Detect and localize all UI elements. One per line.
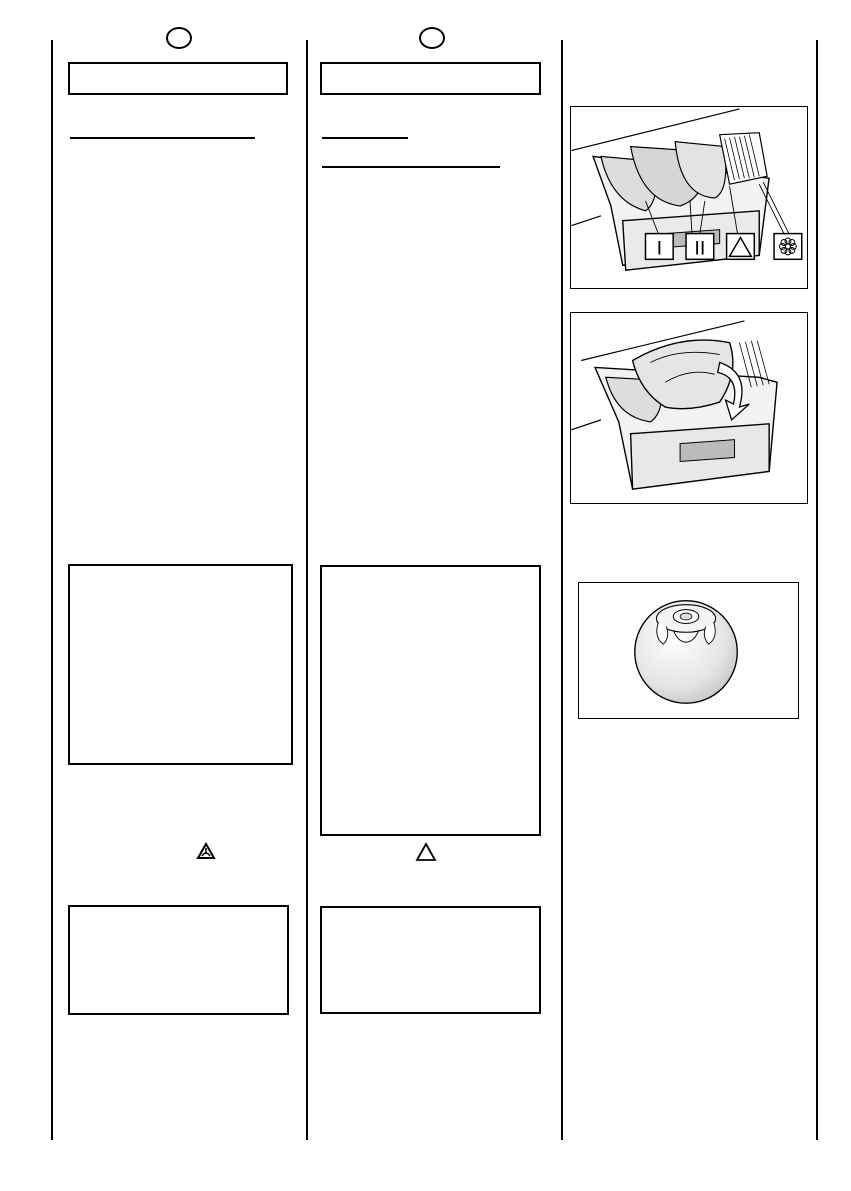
bleach-triangle-icon	[196, 842, 216, 860]
subheading-underline-middle-2	[322, 166, 500, 168]
figure-dosing-ball	[578, 582, 799, 719]
detergent-drawer-illustration	[571, 107, 807, 288]
drawer-insert-illustration	[571, 313, 807, 503]
section-header-box-middle	[320, 62, 541, 95]
column-divider-center-left	[306, 40, 308, 1140]
column-divider-left	[51, 40, 53, 1140]
compartment-1-label: I	[656, 237, 663, 260]
compartment-2-label: II	[694, 237, 706, 260]
column-divider-center-right	[561, 40, 563, 1140]
dosing-ball-illustration	[579, 583, 798, 718]
subheading-underline-middle-1	[322, 137, 408, 139]
column-divider-right	[816, 40, 818, 1140]
language-badge-left	[166, 27, 192, 49]
language-badge-middle	[419, 27, 445, 49]
note-box-left-2	[68, 905, 289, 1015]
note-box-middle-1	[320, 565, 541, 836]
flower-symbol-box	[774, 234, 802, 260]
triangle-icon	[415, 842, 437, 862]
figure-detergent-drawer-insert-removal	[570, 312, 808, 504]
section-header-box-left	[68, 62, 288, 95]
figure-detergent-drawer-compartments	[570, 106, 808, 289]
subheading-underline-left	[70, 137, 255, 139]
note-box-middle-2	[320, 906, 541, 1014]
note-box-left-1	[68, 564, 293, 765]
